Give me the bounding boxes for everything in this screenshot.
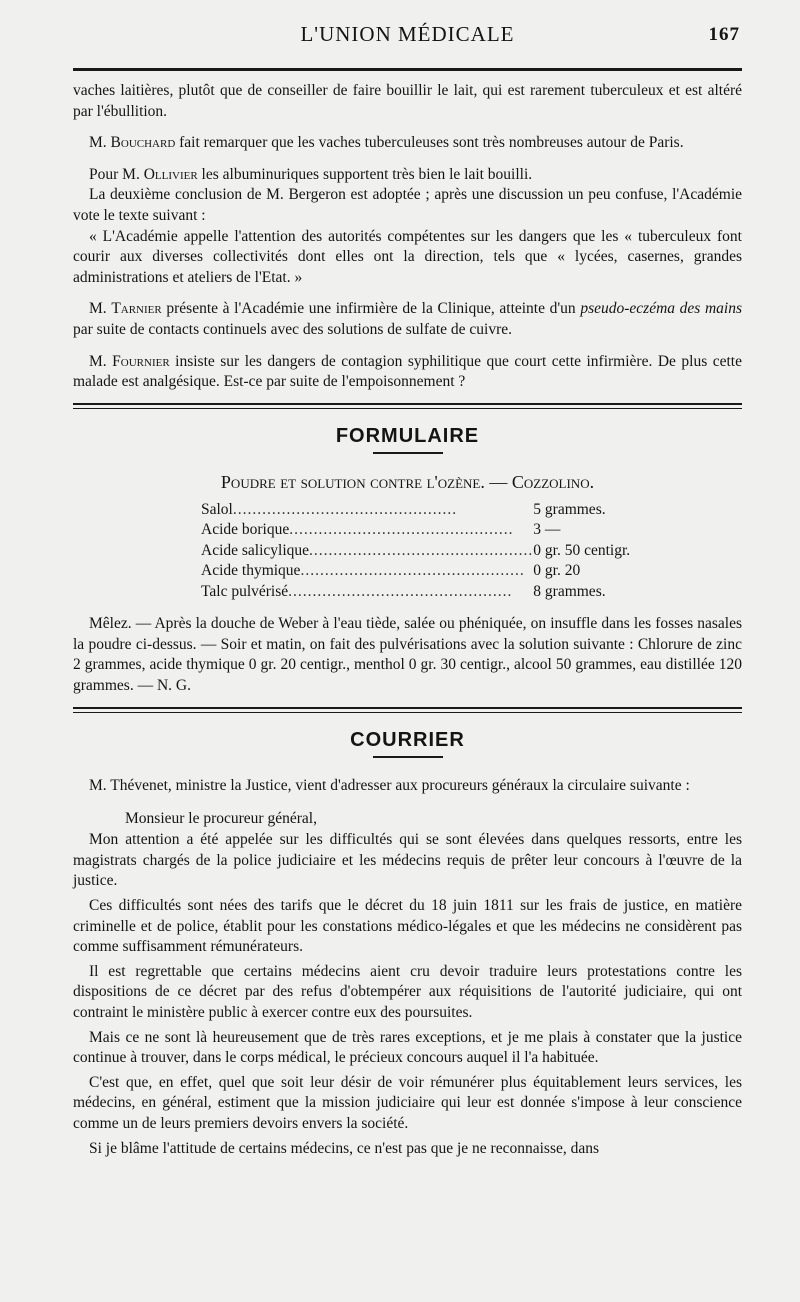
heading-underline: [373, 756, 443, 758]
dot-leader: ..............................................: [289, 521, 514, 539]
paragraph-bouchard: M. Bouchard fait remarquer que les vaches tuberculeuses sont très nombreuses autour de Paris.: [89, 134, 684, 152]
ingredient-quantity: 0 gr. 50 centigr.: [533, 541, 631, 559]
paragraph-ollivier: Pour M. Ollivier les albuminuriques supportent très bien le lait bouilli.: [89, 165, 533, 183]
letter-paragraph: Si je blâme l'attitude de certains médecins, ce n'est pas que je ne reconnaisse, dans: [89, 1139, 600, 1157]
letter-body: [73, 830, 742, 1159]
section-divider: [73, 707, 742, 713]
ingredient-name: Salol: [201, 500, 233, 518]
ingredient-row: [201, 583, 630, 604]
courrier-intro: M. Thévenet, ministre la Justice, vient d'adresser aux procureurs généraux la circulaire suivante :: [89, 776, 690, 794]
heading-underline: [373, 452, 443, 454]
paragraph-fournier: M. Fournier insiste sur les dangers de contagion syphilitique que court cette infirmière. De plus cette malade est analgésique. Est-ce par suite de l'empoisonnement ?: [73, 352, 742, 391]
letter-paragraph: Mon attention a été appelée sur les difficultés qui se sont élevées dans quelques ressorts, entre les magistrats chargés de la police judiciaire et les médecins requis de prêter leur concours à l'œuvre de la justice.: [73, 831, 742, 890]
ingredient-quantity: 0 gr. 20: [533, 562, 581, 580]
speaker-name: Fournier: [112, 352, 170, 370]
ingredients-table: [201, 501, 630, 604]
ingredient-quantity: 8 grammes.: [533, 582, 606, 600]
paragraph-continuation: vaches laitières, plutôt que de conseiller de faire bouillir le lait, qui est rarement tuberculeux et est altéré par l'ébullition.: [73, 82, 742, 120]
ingredient-name: Acide borique: [201, 521, 290, 539]
dot-leader: ..............................................: [288, 582, 513, 600]
ingredient-row: [201, 542, 630, 563]
recipe-instructions: Mêlez. — Après la douche de Weber à l'eau tiède, salée ou phéniquée, on insuffle dans les fosses nasales la poudre ci-dessus. — Soir et matin, on fait des pulvérisations avec la solution suivante : Chlorure de zinc 2 grammes, acide thymique 0 gr. 20 centigr., menthol 0 gr. 30 centigr., alcool 50 grammes, eau distillée 120 grammes. — N. G.: [73, 615, 742, 694]
speaker-name: Ollivier: [143, 165, 198, 183]
paragraph-tarnier: M. Tarnier présente à l'Académie une infirmière de la Clinique, atteinte d'un pseudo-eczéma des mains par suite de contacts continuels avec des solutions de sulfate de cuivre.: [73, 300, 742, 338]
dot-leader: ..............................................: [300, 562, 525, 580]
section-divider: [73, 403, 742, 409]
speaker-name: Tarnier: [111, 300, 162, 318]
ingredient-row: [201, 562, 630, 583]
speaker-name: M. Bouchard: [89, 134, 176, 152]
ingredient-quantity: 3 —: [533, 521, 561, 539]
letter-paragraph: Mais ce ne sont là heureusement que de très rares exceptions, et je me plais à constater que la justice continue à trouver, dans le corps médical, le précieux concours auquel il l'a habituée.: [73, 1028, 742, 1067]
academy-quote: « L'Académie appelle l'attention des autorités compétentes sur les dangers que les « tuberculeux font courir aux diverses collectivités dont elles ont la direction, tels que « lycées, casernes, grandes administrations et ateliers de l'Etat. »: [73, 227, 742, 286]
dot-leader: ..............................................: [232, 500, 458, 518]
letter-paragraph: C'est que, en effet, quel que soit leur désir de voir rémunérer plus équitablement leurs services, les médecins, en général, estiment que la mission judiciaire qui leur est donnée s'impose à leur conscience comme un de leurs premiers devoirs envers la société.: [73, 1073, 742, 1132]
letter-paragraph: Ces difficultés sont nées des tarifs que le décret du 18 juin 1811 sur les frais de justice, en matière criminelle et de police, établit pour les constations médico-légales et que les médecins ne considèrent pas comme suffisamment rémunérateurs.: [73, 896, 742, 956]
ingredient-name: Talc pulvérisé: [201, 582, 289, 600]
letter-salutation: Monsieur le procureur général,: [125, 810, 317, 828]
italic-term: pseudo-eczéma des mains: [580, 300, 742, 318]
formulaire-heading: FORMULAIRE: [335, 424, 480, 447]
page-number: 167: [708, 24, 740, 45]
courrier-heading: COURRIER: [350, 728, 465, 751]
ingredient-quantity: 5 grammes.: [533, 500, 606, 518]
running-header: [73, 18, 742, 58]
recipe-title: Poudre et solution contre l'ozène. — Cozzolino.: [220, 471, 595, 492]
paragraph-bergeron: La deuxième conclusion de M. Bergeron est adoptée ; après une discussion un peu confuse, l'Académie vote le texte suivant :: [73, 186, 742, 224]
ingredient-row: [201, 501, 630, 522]
ingredient-name: Acide thymique: [201, 562, 301, 580]
journal-title: L'UNION MÉDICALE: [300, 22, 515, 46]
letter-paragraph: Il est regrettable que certains médecins aient cru devoir traduire leurs protestations contre les dispositions de ce décret par des refus d'obtempérer aux réquisitions de l'autorité judiciaire, qui ont contraint le ministère public à exercer contre eux des poursuites.: [73, 962, 742, 1021]
ingredient-row: [201, 521, 630, 542]
dot-leader: ..............................................: [309, 541, 534, 559]
ingredient-name: Acide salicylique: [201, 541, 310, 559]
header-rule: [73, 68, 742, 71]
